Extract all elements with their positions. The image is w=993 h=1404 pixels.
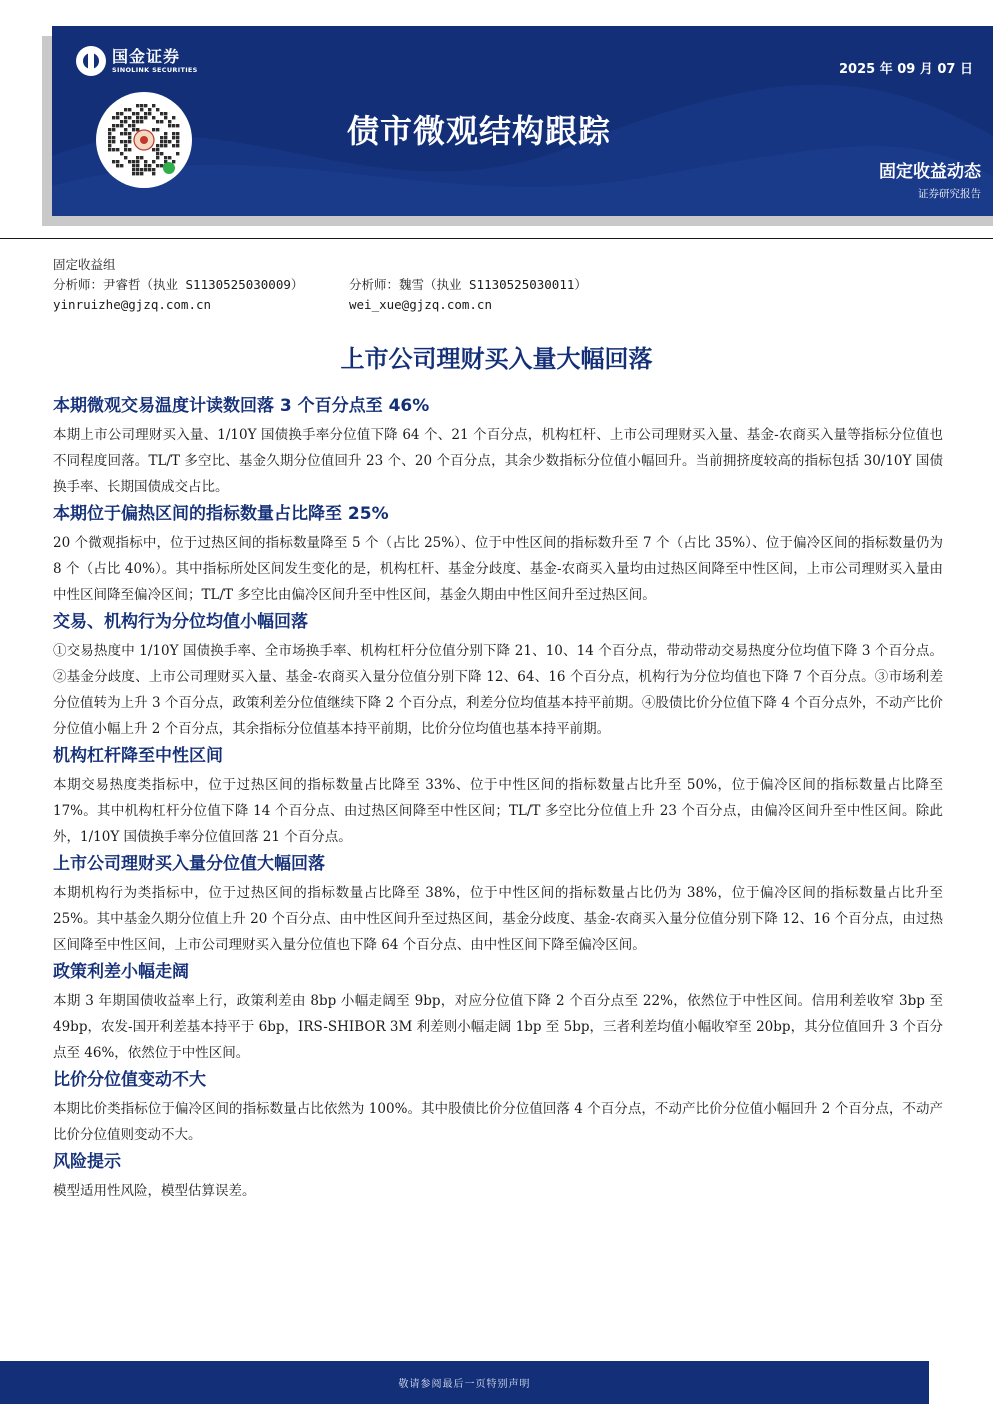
section-heading: 上市公司理财买入量分位值大幅回落 (53, 854, 325, 874)
section-body: ①交易热度中 1/10Y 国债换手率、全市场换手率、机构杠杆分位值分别下降 21、10、14 个百分点，带动带动交易热度分位均值下降 3 个百分点。②基金分歧度、上市公司理财买入量、基金-农商买入量分位值分别下降 12、64、16 个百分点，机构行为分位均值也下降 7 个百分点。③市场利差分位值转为上升 3 个百分点，政策利差分位值继续下降 2 个百分点，利差分位均值基本持平前期。④股债比价分位值下降 4 个百分点外，不动产比价分位值小幅上升 2 个百分点，其余指标分位值基本持平前期，比价分位均值也基本持平前期。 (53, 643, 943, 737)
header-divider (0, 238, 993, 239)
analyst-1: 分析师：尹睿哲（执业 S1130525030009） (53, 277, 304, 292)
report-category: 固定收益动态 (879, 162, 981, 182)
qr-code (96, 92, 192, 188)
section-heading: 本期位于偏热区间的指标数量占比降至 25% (53, 504, 389, 524)
section-body: 20 个微观指标中，位于过热区间的指标数量降至 5 个（占比 25%）、位于中性区间的指标数升至 7 个（占比 35%）、位于偏冷区间的指标数量仍为 8 个（占比 40%）。其中指标所处区间发生变化的是，机构杠杆、基金分歧度、基金-农商买入量均由过热区间降至中性区间，上市公司理财买入量由中性区间降至偏冷区间；TL/T 多空比由偏冷区间升至中性区间，基金久期由中性区间升至过热区间。 (53, 535, 943, 603)
logo-name-cn: 国金证券 (112, 46, 181, 66)
section-heading: 比价分位值变动不大 (53, 1070, 206, 1090)
analyst-2: 分析师：魏雪（执业 S1130525030011） (349, 277, 587, 292)
report-subcategory: 证券研究报告 (918, 188, 981, 200)
company-logo (76, 45, 198, 77)
section-body: 本期比价类指标位于偏冷区间的指标数量占比依然为 100%。其中股债比价分位值回落 4 个百分点，不动产比价分位值小幅回升 2 个百分点，不动产比价分位值则变动不大。 (53, 1101, 943, 1143)
qr-code-icon (96, 92, 192, 188)
logo-mark-icon (76, 46, 106, 76)
section-body: 本期交易热度类指标中，位于过热区间的指标数量占比降至 33%、位于中性区间的指标数量占比升至 50%，位于偏冷区间的指标数量占比降至 17%。其中机构杠杆分位值下降 14 个百分点、由过热区间降至中性区间；TL/T 多空比分位值上升 23 个百分点，由偏冷区间升至中性区间。除此外，1/10Y 国债换手率分位值回落 21 个百分点。 (53, 777, 943, 845)
analyst-2-email: wei_xue@gjzq.com.cn (349, 297, 492, 312)
section-heading: 交易、机构行为分位均值小幅回落 (53, 612, 308, 632)
section-body: 本期上市公司理财买入量、1/10Y 国债换手率分位值下降 64 个、21 个百分点，机构杠杆、上市公司理财买入量、基金-农商买入量等指标分位值也不同程度回落。TL/T 多空比、基金久期分位值回升 23 个、20 个百分点，其余少数指标分位值小幅回升。当前拥挤度较高的指标包括 30/10Y 国债换手率、长期国债成交占比。 (53, 427, 943, 495)
section-heading: 机构杠杆降至中性区间 (53, 746, 223, 766)
report-body (53, 392, 943, 1204)
team-name: 固定收益组 (53, 257, 116, 272)
report-title: 上市公司理财买入量大幅回落 (340, 345, 653, 373)
section-heading: 风险提示 (53, 1152, 121, 1172)
report-date: 2025 年 09 月 07 日 (839, 62, 973, 77)
analyst-1-email: yinruizhe@gjzq.com.cn (53, 297, 212, 312)
section-body: 模型适用性风险，模型估算误差。 (53, 1183, 256, 1199)
section-heading: 政策利差小幅走阔 (53, 962, 189, 982)
logo-name-en: SINOLINK SECURITIES (112, 65, 198, 74)
footer-bar (0, 1361, 929, 1404)
section-body: 本期机构行为类指标中，位于过热区间的指标数量占比降至 38%，位于中性区间的指标数量占比仍为 38%，位于偏冷区间的指标数量占比升至 25%。其中基金久期分位值上升 20 个百分点、由中性区间升至过热区间，基金分歧度、基金-农商买入量分位值分别下降 12、16 个百分点，由过热区间降至中性区间，上市公司理财买入量分位值也下降 64 个百分点、由中性区间下降至偏冷区间。 (53, 885, 943, 953)
section-body: 本期 3 年期国债收益率上行，政策利差由 8bp 小幅走阔至 9bp，对应分位值下降 2 个百分点至 22%，依然位于中性区间。信用利差收窄 3bp 至 49bp，农发-国开利差基本持平于 6bp，IRS-SHIBOR 3M 利差则小幅走阔 1bp 至 5bp，三者利差均值小幅收窄至 20bp，其分位值回升 3 个百分点至 46%，依然位于中性区间。 (53, 993, 943, 1061)
analyst-info (53, 255, 587, 315)
series-title: 债市微观结构跟踪 (347, 112, 612, 150)
header-banner (52, 26, 993, 216)
section-heading: 本期微观交易温度计读数回落 3 个百分点至 46% (53, 396, 430, 416)
footer-disclaimer: 敬请参阅最后一页特别声明 (398, 1379, 531, 1390)
